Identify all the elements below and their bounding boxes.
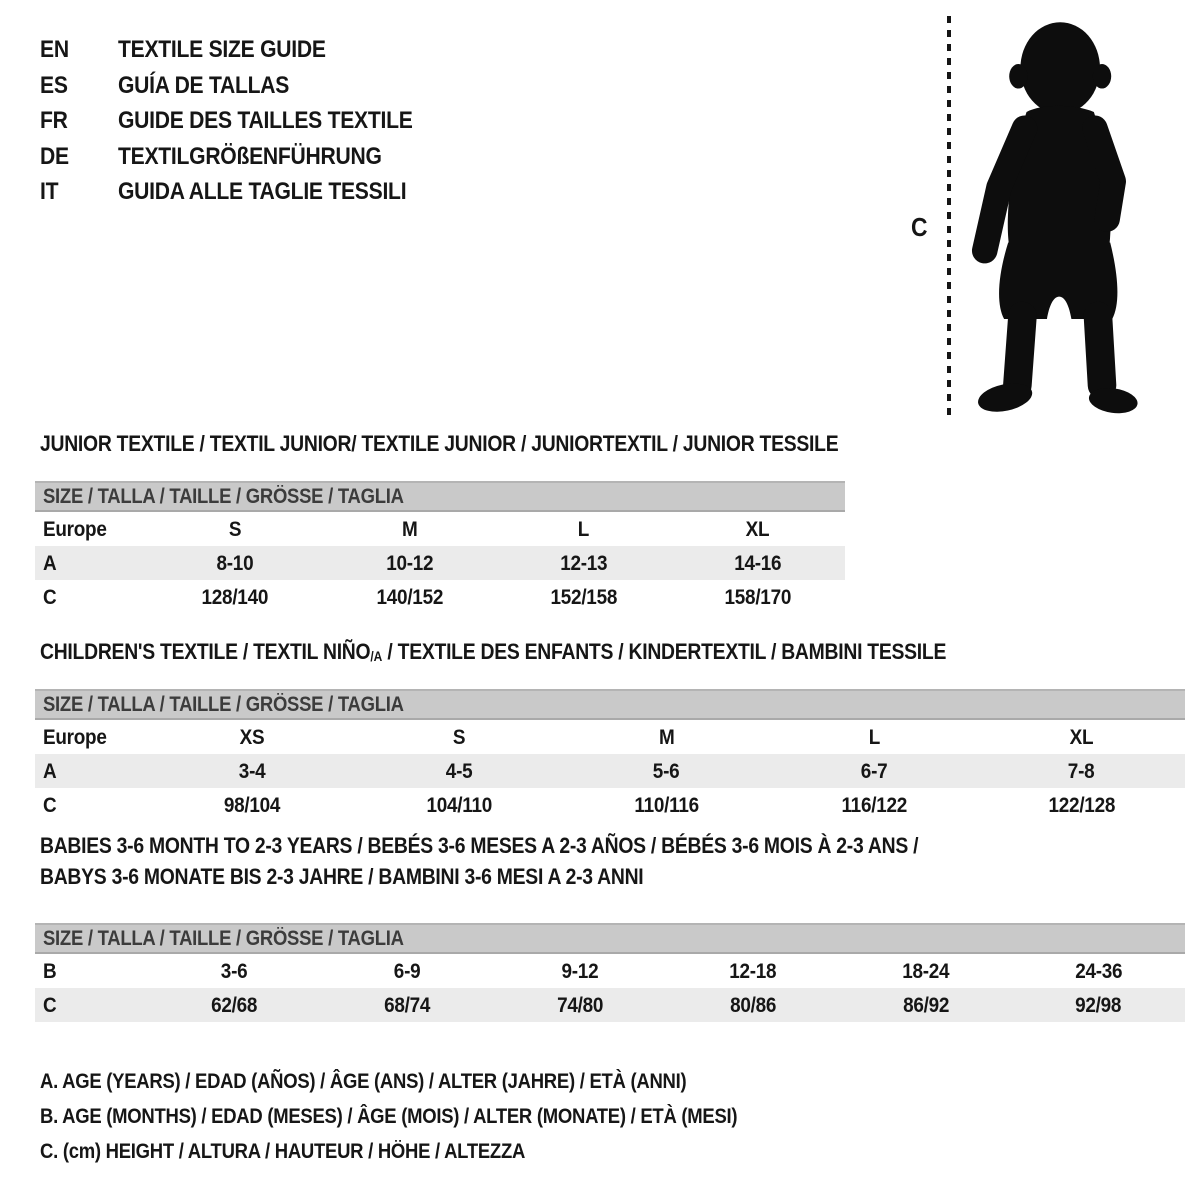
size-cell [321,988,494,1022]
size-value: 14-16 [734,550,782,575]
size-value: 122/128 [1048,792,1115,817]
size-value: 24-36 [1075,958,1123,983]
language-code [40,174,118,210]
table-row [35,720,1185,754]
language-code-text: FR [40,107,68,134]
table-body [35,512,845,614]
size-cell [1012,954,1185,988]
size-cell [978,754,1185,788]
size-value: L [868,724,880,749]
row-label-cell [35,954,148,988]
height-measure-dashed-line [947,16,951,418]
table-header-bar [35,689,1185,720]
table-row [35,512,845,546]
size-cell [148,512,322,546]
size-value: 86/92 [902,992,949,1017]
row-label-cell [35,988,148,1022]
language-title-list [40,32,453,210]
table-row [35,580,845,614]
size-value: 12-18 [729,958,777,983]
section-title-line [40,428,947,459]
size-cell [666,988,839,1022]
language-row [40,103,453,139]
table-row [35,788,1185,822]
size-value: S [228,516,242,541]
size-value: 116/122 [841,792,907,817]
size-value: 62/68 [211,992,258,1017]
size-value: S [452,724,466,749]
size-value: 68/74 [384,992,431,1017]
size-value: XL [1069,724,1094,749]
row-label-cell [35,580,148,614]
size-cell [322,580,496,614]
legend-line [40,1134,832,1169]
section-title-text [40,830,918,861]
size-cell [563,754,770,788]
size-value: M [658,724,675,749]
section-title-line [40,861,1038,892]
size-cell [563,788,770,822]
row-label-cell [35,788,148,822]
measure-c-label: C [911,212,928,242]
babies-size-table [35,923,1185,1022]
language-code-text: EN [40,36,69,63]
language-title: TEXTILGRÖßENFÜHRUNG [118,142,382,170]
junior-size-table [35,481,845,614]
row-label: A [43,550,57,575]
section-title-text [40,428,838,459]
size-cell [355,754,562,788]
size-cell [839,954,1012,988]
size-value: 158/170 [724,584,792,609]
size-cell [148,988,321,1022]
size-cell [497,546,671,580]
table-row [35,546,845,580]
language-code-text: ES [40,71,68,99]
legend-line [40,1064,832,1099]
size-value: 5-6 [653,758,680,783]
legend-text: B. AGE (MONTHS) / EDAD (MESES) / ÂGE (MOIS) / ALTER (MONATE) / ETÀ (MESI) [40,1105,738,1128]
row-label: B [43,958,57,983]
language-code-text: DE [40,142,69,170]
table-row [35,988,1185,1022]
size-value: 3-6 [221,958,248,983]
size-value: XL [746,516,770,541]
size-value: 74/80 [557,992,604,1017]
table-body [35,720,1185,822]
language-row [40,139,453,175]
size-cell [563,720,770,754]
size-cell [671,512,845,546]
language-row [40,174,453,210]
section-title-text [40,861,643,892]
size-cell [148,546,322,580]
size-value: 4-5 [445,758,473,783]
row-label: C [43,992,57,1017]
table-header-label: SIZE / TALLA / TAILLE / GRÖSSE / TAGLIA [43,484,404,508]
language-code-text: IT [40,178,59,205]
language-code [40,32,118,68]
size-value: 12-13 [560,550,608,575]
row-label-cell [35,546,148,580]
row-label: C [43,584,57,609]
size-value: 10-12 [385,550,433,575]
title-part: BABYS 3-6 MONATE BIS 2-3 JAHRE / BAMBINI 3-6 MESI A 2-3 ANNI [40,864,644,889]
size-cell [148,580,322,614]
size-cell [322,512,496,546]
size-value: 98/104 [223,792,280,817]
size-cell [671,580,845,614]
size-cell [671,546,845,580]
size-cell [497,512,671,546]
size-cell [148,954,321,988]
table-body [35,954,1185,1022]
table-row [35,754,1185,788]
title-part: / TEXTILE DES ENFANTS / KINDERTEXTIL / BAMBINI TESSILE [382,639,947,664]
measure-legend [40,1064,832,1169]
size-cell [148,754,355,788]
size-value: M [401,516,418,541]
size-cell [321,954,494,988]
size-cell [148,788,355,822]
size-value: 8-10 [216,550,254,575]
size-cell [355,720,562,754]
size-value: 6-7 [860,758,888,783]
section-title-line [40,830,1038,861]
size-cell [839,988,1012,1022]
table-header-bar [35,481,845,512]
size-value: 80/86 [729,992,776,1017]
legend-text: C. (cm) HEIGHT / ALTURA / HAUTEUR / HÖHE / ALTEZZA [40,1140,526,1163]
title-part: JUNIOR TEXTILE / TEXTIL JUNIOR/ TEXTILE JUNIOR / JUNIORTEXTIL / JUNIOR TESSILE [40,431,839,456]
language-row [40,68,453,104]
size-value: 104/110 [426,792,492,817]
language-row [40,32,453,68]
size-cell [978,788,1185,822]
size-cell [1012,988,1185,1022]
size-value: 7-8 [1068,758,1095,783]
language-title: GUIDA ALLE TAGLIE TESSILI [118,178,407,205]
row-label-cell [35,512,148,546]
size-value: 3-4 [238,758,265,783]
size-cell [148,720,355,754]
size-value: 92/98 [1075,992,1122,1017]
size-value: 152/158 [550,584,617,609]
size-cell [494,954,667,988]
section-title-children [40,636,1070,670]
size-cell [770,720,977,754]
section-title-babies [40,830,1038,892]
size-cell [978,720,1185,754]
size-value: 9-12 [561,958,599,983]
toddler-silhouette [952,12,1148,420]
language-code [40,68,118,104]
legend-text: A. AGE (YEARS) / EDAD (AÑOS) / ÂGE (ANS) / ALTER (JAHRE) / ETÀ (ANNI) [40,1070,687,1093]
size-cell [770,754,977,788]
size-value: 128/140 [201,584,269,609]
size-cell [322,546,496,580]
size-cell [497,580,671,614]
row-label: A [43,758,57,783]
language-code [40,103,118,139]
section-title-junior [40,428,947,459]
row-label: Europe [43,724,107,749]
title-part: CHILDREN'S TEXTILE / TEXTIL NIÑO [40,639,371,664]
size-cell [355,788,562,822]
size-cell [494,988,667,1022]
size-value: L [577,516,590,541]
size-cell [666,954,839,988]
size-value: 18-24 [902,958,950,983]
table-row [35,954,1185,988]
table-header-label: SIZE / TALLA / TAILLE / GRÖSSE / TAGLIA [43,692,404,716]
size-cell [770,788,977,822]
row-label-cell [35,720,148,754]
size-value: XS [239,724,265,749]
language-code [40,139,118,175]
size-value: 110/116 [634,792,699,817]
language-title: GUIDE DES TAILLES TEXTILE [118,107,413,134]
table-header-bar [35,923,1185,954]
size-value: 140/152 [376,584,443,609]
row-label-cell [35,754,148,788]
row-label: C [43,792,57,817]
children-size-table [35,689,1185,822]
legend-line [40,1099,832,1134]
section-title-text [40,636,946,670]
size-value: 6-9 [393,958,421,983]
language-title: TEXTILE SIZE GUIDE [118,36,326,63]
title-part: BABIES 3-6 MONTH TO 2-3 YEARS / BEBÉS 3-6 MESES A 2-3 AÑOS / BÉBÉS 3-6 MOIS À 2-3 ANS / [40,833,919,858]
table-header-label: SIZE / TALLA / TAILLE / GRÖSSE / TAGLIA [43,926,404,950]
language-title: GUÍA DE TALLAS [118,71,290,99]
title-part: /A [370,649,383,665]
row-label: Europe [43,516,107,541]
section-title-line [40,636,1070,670]
